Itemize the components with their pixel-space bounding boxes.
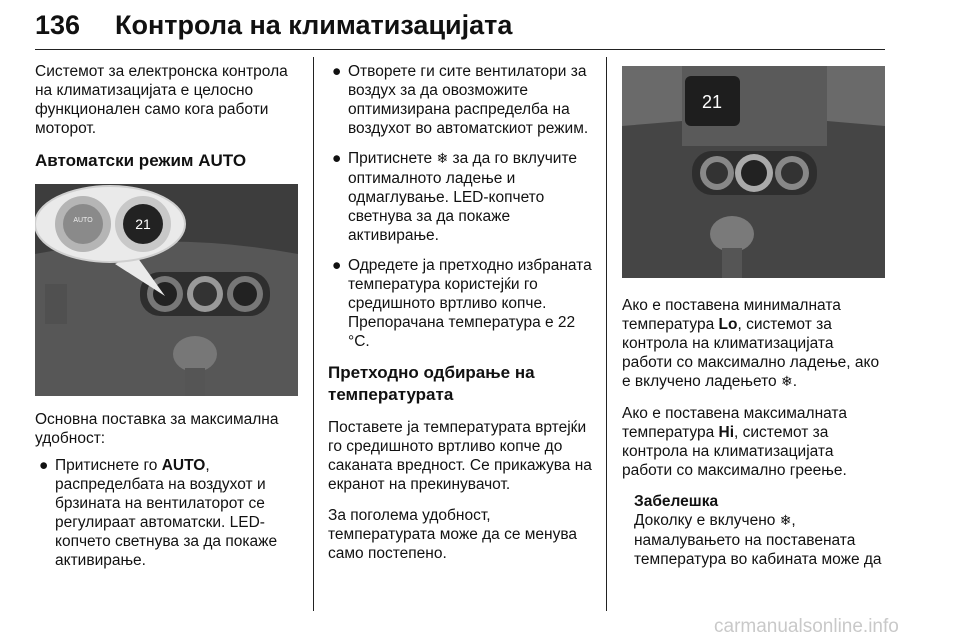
min-temp-text-mid: , системот за контрола на климатизацијата работи со максимално ладење, ако е вклучено ладењето xyxy=(622,316,880,390)
min-temp-text-start: Ако е поставена минималната температура xyxy=(622,297,841,333)
column-right xyxy=(622,62,887,581)
note-box xyxy=(622,492,887,569)
bullet-cooling xyxy=(328,149,593,245)
bullet-temperature-text: Одредете ја претходно избраната температура користејќи го средишното вртливо копче. Препорачана температура е 22 °C. xyxy=(348,257,592,350)
bullet-dot: ● xyxy=(332,257,342,274)
svg-text:AUTO: AUTO xyxy=(73,217,93,224)
climate-control-illustration xyxy=(35,184,298,396)
chapter-title: Контрола на климатизацијата xyxy=(115,10,513,40)
bullet-cooling-text-start: Притиснете xyxy=(348,150,437,167)
max-temp-paragraph xyxy=(622,404,887,480)
page-header xyxy=(35,6,885,46)
preselect-paragraph: Поставете ја температурата вртејќи го средишното вртливо копче до саканата вредност. Се прикажува на екранот на прекинувачот. xyxy=(328,419,592,493)
snowflake-icon: ❄ xyxy=(780,374,793,390)
note-text-start: Доколку е вклучено xyxy=(634,512,780,529)
bullet-auto-text-start: Притиснете го xyxy=(55,457,162,474)
max-temp-text-end: , системот за контрола на климатизацијата работи со максимално греење. xyxy=(622,424,847,479)
hi-keyword: Hi xyxy=(718,424,735,441)
snowflake-icon: ❄ xyxy=(436,151,449,167)
bullet-dot: ● xyxy=(332,150,342,167)
watermark: carmanualsonline.info xyxy=(714,616,899,637)
header-divider xyxy=(35,49,885,50)
max-temp-text-start: Ако е поставена максималната температура xyxy=(622,405,847,441)
section-heading-auto: Автоматски режим AUTO xyxy=(35,151,247,170)
page-number: 136 xyxy=(35,10,81,40)
bullet-auto-text-end: , распределбата на воздухот и брзината на вентилаторот се регулираат автоматски. LED-копчето светнува за да покаже активирање. xyxy=(55,457,278,569)
column-divider-right xyxy=(606,57,607,611)
bullet-auto xyxy=(35,456,300,570)
bullet-auto-keyword: AUTO xyxy=(161,457,206,474)
bullet-cooling-text-end: за да го вклучите оптималното ладење и одмаглување. LED-копчето светнува за да покаже активирање. xyxy=(348,150,578,244)
climate-control-photo xyxy=(35,184,298,396)
bullet-vents-text: Отворете ги сите вентилатори за воздух за да овозможите оптимизирана распределба на воздухот во автоматскиот режим. xyxy=(348,63,589,137)
bullet-dot: ● xyxy=(39,457,49,474)
snowflake-icon: ❄ xyxy=(779,513,792,529)
min-temp-text-end: . xyxy=(792,373,798,390)
comfort-paragraph: За поголема удобност, температурата може да се менува само постепено. xyxy=(328,507,578,562)
image-temperature-display: 21 xyxy=(135,216,151,232)
column-divider-left xyxy=(313,57,314,611)
note-text xyxy=(634,511,887,569)
bullet-vents xyxy=(328,62,593,138)
note-text-end: , намалувањето на поставената температура во кабината може да xyxy=(634,512,882,568)
lo-keyword: Lo xyxy=(718,316,738,333)
bullet-dot: ● xyxy=(332,63,342,80)
min-temp-paragraph xyxy=(622,296,887,392)
bullet-temperature xyxy=(328,256,593,351)
column-left xyxy=(35,62,300,581)
caption: Основна поставка за максимална удобност: xyxy=(35,411,279,447)
image-temperature-display: 21 xyxy=(701,92,723,112)
note-title: Забелешка xyxy=(634,493,719,510)
section-heading-preselect: Претходно одбирање на температурата xyxy=(328,363,535,404)
temperature-knob-photo xyxy=(622,66,885,278)
intro-paragraph: Системот за електронска контрола на климатизацијата е целосно функционален само кога работи моторот. xyxy=(35,63,288,137)
temperature-knob-illustration xyxy=(622,66,885,278)
column-middle xyxy=(328,62,593,575)
